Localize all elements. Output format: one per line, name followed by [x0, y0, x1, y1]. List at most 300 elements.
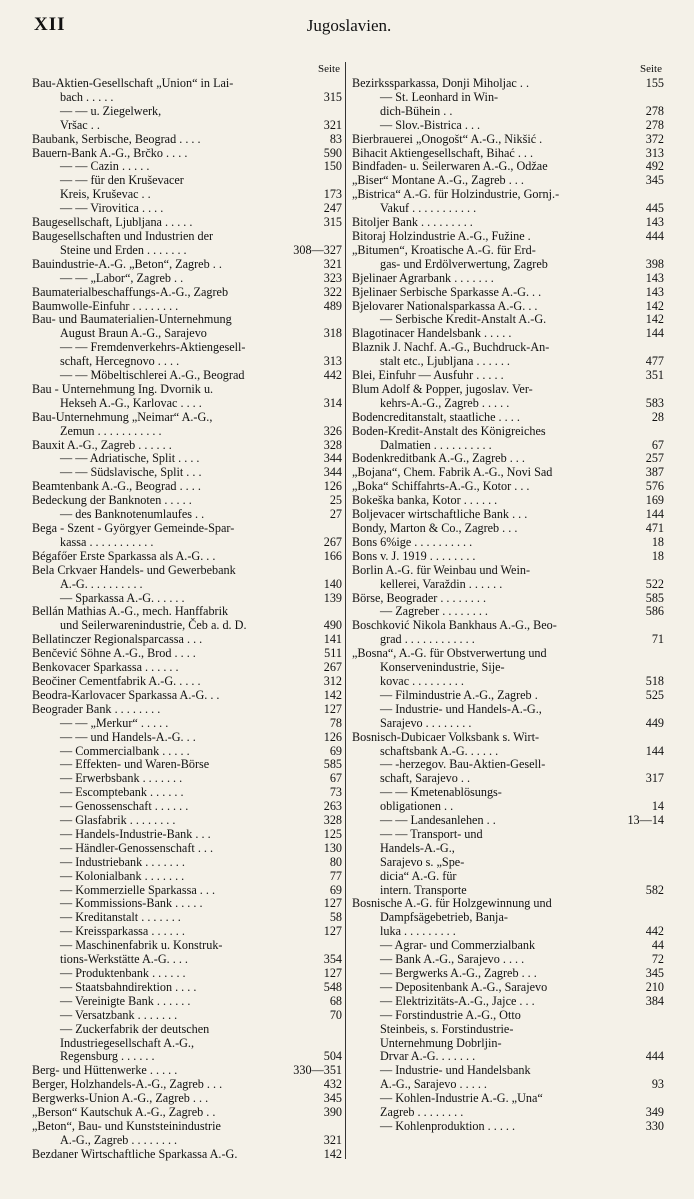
- index-entry-page: 522: [645, 576, 664, 591]
- index-entry-page: 155: [645, 76, 664, 90]
- index-entry-text: A.-G., Sarajevo . . . . .: [380, 1077, 487, 1092]
- index-entry-text: — Effekten- und Waren-Börse: [60, 757, 210, 772]
- index-entry: [32, 425, 342, 439]
- index-entry: [352, 105, 664, 119]
- index-entry-page: 490: [323, 618, 342, 633]
- index-entry: [32, 174, 342, 188]
- index-entry: [32, 828, 342, 842]
- index-entry: [32, 911, 342, 925]
- index-entry-text: — — Virovitica . . . .: [60, 201, 164, 216]
- index-entry: [352, 1078, 664, 1092]
- index-entry-text: Bauindustrie-A.-G. „Beton“, Zagreb . .: [32, 256, 222, 271]
- index-entry-page: 257: [645, 451, 664, 466]
- index-entry: [352, 77, 664, 91]
- index-entry-text: — Filmindustrie A.-G., Zagreb .: [380, 687, 538, 702]
- index-entry-page: 312: [323, 673, 342, 688]
- index-entry-text: Bihacit Aktiengesellschaft, Bihać . . .: [352, 145, 534, 160]
- index-entry-page: 504: [323, 1049, 342, 1064]
- index-entry-page: 354: [323, 952, 342, 967]
- index-entry-text: Steinbeis, s. Forstindustrie-: [380, 1021, 514, 1036]
- index-entry: [32, 758, 342, 772]
- index-entry-text: — Bank A.-G., Sarajevo . . . .: [380, 952, 525, 967]
- index-entry: [32, 633, 342, 647]
- index-entry-text: Zemun . . . . . . . . . . .: [60, 423, 162, 438]
- index-entry-page: 126: [323, 479, 342, 494]
- index-entry-text: Bjelinaer Agrarbank . . . . . . .: [352, 270, 494, 285]
- index-entry-text: „Boka“ Schiffahrts-A.-G., Kotor . . .: [352, 479, 530, 494]
- index-entry: [352, 703, 664, 717]
- index-entry-page: 77: [329, 868, 342, 883]
- index-entry-text: August Braun A.-G., Sarajevo: [60, 326, 207, 341]
- index-entry: [352, 147, 664, 161]
- index-entry: [32, 258, 342, 272]
- index-entry: [32, 842, 342, 856]
- index-entry: [352, 286, 664, 300]
- index-entry-page: 278: [645, 103, 664, 118]
- index-entry-page: 18: [651, 548, 664, 563]
- index-entry: [32, 286, 342, 300]
- index-entry: [32, 800, 342, 814]
- index-entry-page: 70: [329, 1007, 342, 1022]
- index-entry-page: 449: [645, 715, 664, 730]
- index-entry-text: — Kreditanstalt . . . . . . .: [60, 910, 181, 925]
- index-entry-page: 143: [645, 215, 664, 230]
- index-entry: [352, 480, 664, 494]
- index-entry-page: 67: [329, 771, 342, 786]
- index-entry-page: 444: [645, 228, 664, 243]
- index-entry: [32, 369, 342, 383]
- index-entry-page: 548: [323, 979, 342, 994]
- index-entry: [32, 897, 342, 911]
- index-entry: [352, 1064, 664, 1078]
- left-index-list: [32, 77, 342, 1162]
- index-entry-text: — Elektrizitäts-A.-G., Jajce . . .: [380, 993, 535, 1008]
- index-entry-text: — Industrie- und Handels-A.-G.,: [380, 701, 542, 716]
- index-entry-page: 525: [645, 687, 664, 702]
- index-entry: [352, 689, 664, 703]
- index-entry-text: Bosnisch-Dubicaer Volksbank s. Wirt-: [352, 729, 540, 744]
- index-entry-page: 144: [645, 326, 664, 341]
- index-entry: [352, 258, 664, 272]
- index-entry-text: Bedeckung der Banknoten . . . . .: [32, 493, 192, 508]
- index-entry-text: — — Kmetenablösungs-: [380, 785, 502, 800]
- index-entry-page: 139: [323, 590, 342, 605]
- index-entry: [352, 188, 664, 202]
- index-entry-text: stalt etc., Ljubljana . . . . . .: [380, 354, 510, 369]
- index-entry-text: Boljevacer wirtschaftliche Bank . . .: [352, 507, 528, 522]
- index-entry-page: 73: [329, 785, 342, 800]
- index-entry: [352, 1050, 664, 1064]
- index-entry-page: 78: [329, 715, 342, 730]
- index-entry-text: — — Möbeltischlerei A.-G., Beograd: [60, 368, 245, 383]
- index-entry-page: 150: [323, 159, 342, 174]
- index-entry: [32, 578, 342, 592]
- index-entry-text: — — u. Ziegelwerk,: [60, 103, 162, 118]
- index-entry: [352, 300, 664, 314]
- index-entry-page: 345: [645, 173, 664, 188]
- index-entry-page: 247: [323, 201, 342, 216]
- index-entry-text: Regensburg . . . . . .: [60, 1049, 155, 1064]
- index-entry-text: — -herzegov. Bau-Aktien-Gesell-: [380, 757, 546, 772]
- index-entry-text: gas- und Erdölverwertung, Zagreb: [380, 256, 548, 271]
- index-entry-text: Blei, Einfuhr — Ausfuhr . . . . .: [352, 368, 504, 383]
- index-entry-page: 328: [323, 437, 342, 452]
- index-entry: [352, 564, 664, 578]
- index-entry-text: „Bistrica“ A.-G. für Holzindustrie, Gornj.-: [352, 187, 560, 202]
- index-entry: [352, 133, 664, 147]
- index-entry-page: 13—14: [627, 813, 664, 828]
- index-entry-page: 349: [645, 1105, 664, 1120]
- index-entry-text: Bega - Szent - Györgyer Gemeinde-Spar-: [32, 521, 235, 535]
- index-entry-page: 166: [323, 548, 342, 563]
- index-entry: [32, 216, 342, 230]
- index-entry-page: 586: [645, 604, 664, 619]
- index-entry-page: 141: [323, 632, 342, 647]
- index-entry-text: — Kreissparkassa . . . . . .: [60, 924, 185, 939]
- index-entry-page: 442: [645, 924, 664, 939]
- index-entry-page: 142: [323, 687, 342, 702]
- index-entry-page: 387: [645, 465, 664, 480]
- index-entry: [352, 91, 664, 105]
- index-entry: [32, 91, 342, 105]
- index-entry-text: Boden-Kredit-Anstalt des Königreiches: [352, 423, 546, 438]
- index-entry-page: 58: [329, 910, 342, 925]
- index-entry-text: schaft, Sarajevo . .: [380, 771, 471, 786]
- index-entry: [352, 897, 664, 911]
- index-entry-page: 590: [323, 145, 342, 160]
- index-entry-page: 69: [329, 743, 342, 758]
- index-entry-text: A.-G., Zagreb . . . . . . . .: [60, 1132, 178, 1147]
- index-entry-text: — Zuckerfabrik der deutschen: [60, 1021, 210, 1036]
- index-entry-text: — — Cazin . . . . .: [60, 159, 150, 174]
- index-entry-text: — Vereinigte Bank . . . . . .: [60, 993, 191, 1008]
- index-entry: [32, 536, 342, 550]
- index-entry: [32, 355, 342, 369]
- index-entry: [32, 133, 342, 147]
- index-entry: [32, 313, 342, 327]
- index-entry-text: Berger, Holzhandels-A.-G., Zagreb . . .: [32, 1077, 223, 1092]
- index-entry-text: A.-G. . . . . . . . . .: [60, 576, 143, 591]
- index-entry-text: — Depositenbank A.-G., Sarajevo: [380, 979, 548, 994]
- column-divider: [345, 62, 346, 1159]
- index-entry-text: Berg- und Hüttenwerke . . . . .: [32, 1063, 178, 1078]
- index-entry-text: Dampfsägebetrieb, Banja-: [380, 910, 508, 925]
- index-entry: [32, 147, 342, 161]
- index-entry: [352, 745, 664, 759]
- index-entry-text: kassa . . . . . . . . . . .: [60, 534, 154, 549]
- index-entry: [32, 564, 342, 578]
- index-entry-text: kellerei, Varaždin . . . . . .: [380, 576, 503, 591]
- index-entry: [32, 550, 342, 564]
- index-entry-text: — Bergwerks A.-G., Zagreb . . .: [380, 966, 537, 980]
- index-entry-page: 308—327: [293, 242, 342, 257]
- index-entry: [352, 369, 664, 383]
- index-entry: [32, 731, 342, 745]
- index-entry: [352, 953, 664, 967]
- index-entry-page: 69: [329, 882, 342, 897]
- index-entry-page: 126: [323, 729, 342, 744]
- index-entry-text: Bellatinczer Regionalsparcassa . . .: [32, 632, 203, 647]
- index-entry-page: 263: [323, 799, 342, 814]
- index-entry: [32, 1106, 342, 1120]
- index-entry: [352, 383, 664, 397]
- index-entry-text: Bellán Mathias A.-G., mech. Hanffabrik: [32, 604, 229, 619]
- index-entry-text: bach . . . . .: [60, 89, 114, 104]
- index-entry: [32, 703, 342, 717]
- index-entry-text: — Händler-Genossenschaft . . .: [60, 840, 214, 855]
- index-entry: [352, 425, 664, 439]
- index-entry-page: 169: [645, 493, 664, 508]
- index-entry-text: — Produktenbank . . . . . .: [60, 966, 186, 980]
- index-entry: [352, 786, 664, 800]
- index-entry-page: 142: [645, 312, 664, 327]
- index-entry-page: 326: [323, 423, 342, 438]
- index-entry-page: 582: [645, 882, 664, 897]
- index-entry-text: Bondy, Marton & Co., Zagreb . . .: [352, 521, 518, 535]
- index-entry-page: 445: [645, 201, 664, 216]
- index-entry: [352, 619, 664, 633]
- index-entry-text: — Genossenschaft . . . . . .: [60, 799, 189, 814]
- index-entry-page: 322: [323, 284, 342, 299]
- index-entry-text: Baumaterialbeschaffungs-A.-G., Zagreb: [32, 284, 229, 299]
- index-entry-text: — Kommissions-Bank . . . . .: [60, 896, 203, 911]
- index-entry-text: Bosnische A.-G. für Holzgewinnung und: [352, 896, 552, 911]
- index-entry-text: Bindfaden- u. Seilerwaren A.-G., Odžae: [352, 159, 548, 174]
- index-entry-page: 67: [651, 437, 664, 452]
- index-entry: [352, 578, 664, 592]
- index-entry-page: 93: [651, 1077, 664, 1092]
- index-entry-text: Beograder Bank . . . . . . . .: [32, 701, 161, 716]
- index-entry-page: 125: [323, 826, 342, 841]
- index-entry: [352, 411, 664, 425]
- index-entry-text: — Zagreber . . . . . . . .: [380, 604, 488, 619]
- index-entry: [32, 522, 342, 536]
- index-entry-text: Sarajevo s. „Spe-: [380, 854, 465, 869]
- index-entry: [32, 772, 342, 786]
- index-entry-text: — — Fremdenverkehrs-Aktiengesell-: [60, 340, 246, 355]
- index-entry-text: — Handels-Industrie-Bank . . .: [60, 826, 211, 841]
- index-entry-text: Hekseh A.-G., Karlovac . . . .: [60, 395, 202, 410]
- index-entry: [352, 202, 664, 216]
- index-entry-text: Bokeška banka, Kotor . . . . . .: [352, 493, 498, 508]
- index-entry-page: 143: [645, 270, 664, 285]
- index-entry-page: 140: [323, 576, 342, 591]
- index-entry: [352, 939, 664, 953]
- index-entry-text: — Kommerzielle Sparkassa . . .: [60, 882, 216, 897]
- index-entry-text: — — „Labor“, Zagreb . .: [60, 270, 184, 285]
- index-entry: [32, 884, 342, 898]
- index-entry-text: schaft, Hercegnovo . . . .: [60, 354, 180, 369]
- index-entry-page: 142: [323, 1146, 342, 1161]
- index-entry-text: Bons 6%ige . . . . . . . . . .: [352, 534, 473, 549]
- index-entry: [32, 452, 342, 466]
- index-entry-text: Börse, Beograder . . . . . . . .: [352, 590, 487, 605]
- index-entry: [352, 925, 664, 939]
- index-entry: [32, 675, 342, 689]
- index-entry: [352, 1120, 664, 1134]
- index-entry-text: — — Landesanlehen . .: [380, 813, 496, 828]
- index-entry: [352, 605, 664, 619]
- index-entry: [352, 758, 664, 772]
- index-entry: [352, 244, 664, 258]
- index-entry-page: 27: [329, 507, 342, 522]
- index-entry: [32, 1092, 342, 1106]
- index-entry-page: 18: [651, 534, 664, 549]
- index-entry-page: 511: [324, 646, 342, 661]
- index-entry-page: 14: [651, 799, 664, 814]
- index-entry: [352, 550, 664, 564]
- index-entry-text: — Erwerbsbank . . . . . . .: [60, 771, 183, 786]
- index-entry-text: — Sparkassa A.-G. . . . . .: [60, 590, 185, 605]
- index-entry: [352, 230, 664, 244]
- index-entry: [352, 870, 664, 884]
- index-entry-page: 477: [645, 354, 664, 369]
- index-entry-page: 489: [323, 298, 342, 313]
- index-entry-page: 345: [323, 1091, 342, 1106]
- index-entry-page: 328: [323, 813, 342, 828]
- index-entry: [32, 77, 342, 91]
- page-number: XII: [34, 14, 66, 35]
- index-entry-text: — Industriebank . . . . . . .: [60, 854, 185, 869]
- index-entry-text: — Versatzbank . . . . . . .: [60, 1007, 178, 1022]
- index-entry-page: 143: [645, 284, 664, 299]
- index-entry-text: — Glasfabrik . . . . . . . .: [60, 813, 176, 828]
- index-entry-page: 127: [323, 896, 342, 911]
- index-entry-text: Bela Crkvaer Handels- und Gewerbebank: [32, 562, 236, 577]
- index-entry-text: — Kohlenproduktion . . . . .: [380, 1118, 516, 1133]
- index-entry: [32, 1134, 342, 1148]
- index-entry: [352, 174, 664, 188]
- index-entry-page: 44: [651, 938, 664, 953]
- index-entry-text: Kreis, Kruševac . .: [60, 187, 151, 202]
- index-entry-text: tions-Werkstätte A.-G. . . .: [60, 952, 188, 967]
- index-entry-text: „Bosna“, A.-G. für Obstverwertung und: [352, 646, 547, 661]
- left-seite-label: Seite: [318, 63, 340, 75]
- index-entry-page: 278: [645, 117, 664, 132]
- index-entry-text: „Bojana“, Chem. Fabrik A.-G., Novi Sad: [352, 465, 553, 480]
- index-entry-text: Boschković Nikola Bankhaus A.-G., Beo-: [352, 618, 557, 633]
- index-entry: [32, 967, 342, 981]
- index-entry-text: — Industrie- und Handelsbank: [380, 1063, 531, 1078]
- index-entry-text: Bau-Unternehmung „Neimar“ A.-G.,: [32, 409, 213, 424]
- index-entry-text: Beodra-Karlovacer Sparkassa A.-G. . .: [32, 687, 220, 702]
- index-entry-page: 372: [645, 131, 664, 146]
- index-entry: [32, 925, 342, 939]
- right-index-list: [352, 77, 664, 1134]
- left-column: [32, 62, 342, 1162]
- index-entry: [352, 522, 664, 536]
- right-seite-label: Seite: [640, 63, 662, 75]
- index-entry: [32, 1037, 342, 1051]
- index-entry: [32, 341, 342, 355]
- index-entry-text: Bodencreditanstalt, staatliche . . . .: [352, 409, 520, 424]
- index-entry: [32, 953, 342, 967]
- index-entry-page: 576: [645, 479, 664, 494]
- index-entry: [352, 1037, 664, 1051]
- index-entry-text: — Serbische Kredit-Anstalt A.-G.: [380, 312, 547, 327]
- index-entry-text: Vršac . .: [60, 117, 100, 132]
- index-entry-text: — Maschinenfabrik u. Konstruk-: [60, 938, 223, 953]
- index-entry-page: 585: [323, 757, 342, 772]
- index-entry: [352, 995, 664, 1009]
- index-entry: [32, 939, 342, 953]
- index-entry-page: 313: [645, 145, 664, 160]
- index-entry-page: 390: [323, 1105, 342, 1120]
- index-entry-text: Bezirkssparkassa, Donji Miholjac . .: [352, 76, 530, 90]
- index-entry: [352, 967, 664, 981]
- index-entry-text: — — Transport- und: [380, 826, 483, 841]
- index-entry-page: 267: [323, 660, 342, 675]
- index-entry: [352, 327, 664, 341]
- index-entry-text: — St. Leonhard in Win-: [380, 89, 499, 104]
- index-entry: [352, 772, 664, 786]
- index-entry-text: Industriegesellschaft A.-G.,: [60, 1035, 195, 1050]
- index-entry: [32, 1023, 342, 1037]
- index-entry-page: 444: [645, 1049, 664, 1064]
- index-entry-page: 518: [645, 673, 664, 688]
- index-entry: [32, 411, 342, 425]
- index-entry-text: — — Adriatische, Split . . . .: [60, 451, 200, 466]
- index-entry-page: 25: [329, 493, 342, 508]
- index-entry-text: Baugesellschaft, Ljubljana . . . . .: [32, 215, 193, 230]
- index-entry-text: — — und Handels-A.-G. . .: [60, 729, 196, 744]
- index-entry: [352, 272, 664, 286]
- index-entry: [32, 856, 342, 870]
- index-entry-text: Bégafőer Erste Sparkassa als A.-G. . .: [32, 548, 216, 563]
- index-entry: [32, 300, 342, 314]
- page-title: Jugoslavien.: [306, 16, 392, 35]
- index-entry-text: — Staatsbahndirektion . . . .: [60, 979, 197, 994]
- index-entry: [352, 856, 664, 870]
- index-entry: [32, 494, 342, 508]
- index-entry-page: 210: [645, 979, 664, 994]
- index-entry-text: Bau - Unternehmung Ing. Dvornik u.: [32, 381, 214, 396]
- index-entry: [32, 383, 342, 397]
- index-entry: [32, 230, 342, 244]
- right-column: [352, 62, 664, 1134]
- index-entry-text: Steine und Erden . . . . . . .: [60, 242, 187, 257]
- index-entry: [32, 119, 342, 133]
- index-entry-text: Bau- und Baumaterialien-Unternehmung: [32, 312, 232, 327]
- index-entry: [32, 814, 342, 828]
- index-entry: [32, 745, 342, 759]
- index-entry-page: 398: [645, 256, 664, 271]
- index-entry-text: obligationen . .: [380, 799, 454, 814]
- index-entry-page: 345: [645, 966, 664, 980]
- index-entry-text: luka . . . . . . . . .: [380, 924, 456, 939]
- index-entry-text: Bierbrauerei „Onogošt“ A.-G., Nikšić .: [352, 131, 543, 146]
- index-entry-page: 71: [651, 632, 664, 647]
- index-entry-page: 144: [645, 743, 664, 758]
- index-entry-text: Blaznik J. Nachf. A.-G., Buchdruck-An-: [352, 340, 550, 355]
- index-entry-page: 313: [323, 354, 342, 369]
- index-entry: [32, 1078, 342, 1092]
- index-entry-text: Baugesellschaften und Industrien der: [32, 228, 214, 243]
- index-entry: [32, 480, 342, 494]
- index-entry-page: 321: [323, 256, 342, 271]
- index-entry: [352, 675, 664, 689]
- index-entry: [352, 494, 664, 508]
- index-entry-text: Dalmatien . . . . . . . . . .: [380, 437, 492, 452]
- index-entry: [352, 592, 664, 606]
- index-entry: [352, 731, 664, 745]
- index-entry: [32, 466, 342, 480]
- index-entry-text: — Slov.-Bistrica . . .: [380, 117, 481, 132]
- index-entry: [352, 647, 664, 661]
- index-entry-text: — Agrar- und Commerzialbank: [380, 938, 536, 953]
- index-entry-page: 127: [323, 924, 342, 939]
- index-entry: [32, 188, 342, 202]
